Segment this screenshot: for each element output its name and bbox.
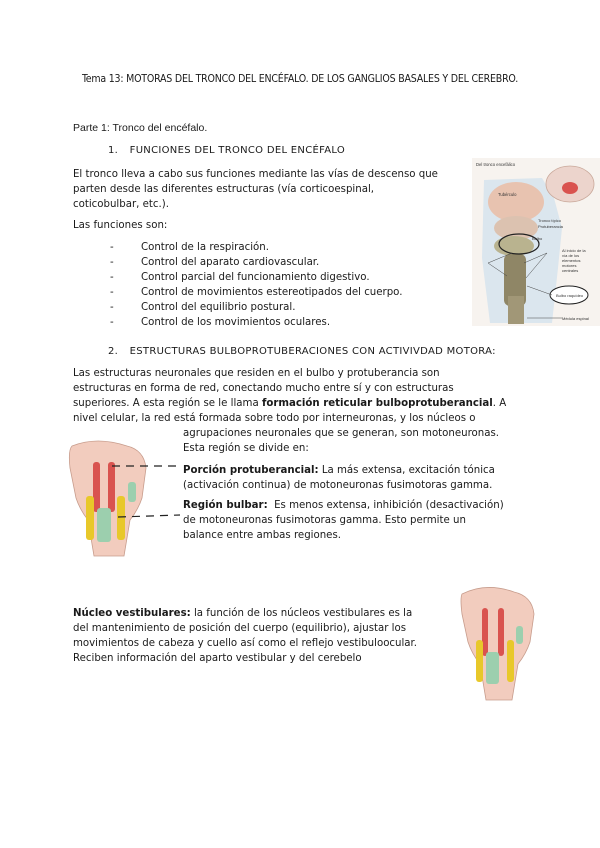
- list-item-text: Control de los movimientos oculares.: [141, 317, 331, 328]
- red-tract-right: [108, 462, 115, 512]
- red-tract-left: [93, 462, 100, 512]
- figure-label: vía de los: [562, 253, 580, 258]
- figure-label: Médula espinal: [562, 316, 589, 321]
- figure-label: Bulbo: [532, 236, 543, 241]
- spinal-cord-shape: [508, 296, 524, 324]
- bulbar-term: Región bulbar:: [183, 500, 268, 511]
- porcion-term: Porción protuberancial:: [183, 465, 319, 476]
- paragraph-line: estructuras en forma de red, conectando mucho entre sí y con estructuras: [73, 383, 454, 394]
- section3-paragraph: [73, 606, 417, 666]
- list-item-text: Control de movimientos estereotipados del cuerpo.: [141, 287, 403, 298]
- figure-label: motores: [562, 263, 577, 268]
- intro-line: El tronco lleva a cabo sus funciones mediante las vías de descenso que: [73, 169, 438, 180]
- figure-label: Bulbo raquídeo: [556, 293, 584, 298]
- paragraph-line: (activación continua) de motoneuronas fusimotoras gamma.: [183, 480, 493, 491]
- paragraph-text: Es menos extensa, inhibición (desactivación): [267, 500, 504, 511]
- functions-label: Las funciones son:: [73, 220, 168, 231]
- section2-number: 2.: [108, 346, 119, 357]
- list-item-text: Control de la respiración.: [141, 242, 269, 253]
- bullet-dash: -: [110, 242, 114, 253]
- vestibular-nuclei-term: Núcleo vestibulares:: [73, 608, 191, 619]
- green-tract-side: [516, 626, 523, 644]
- figure-label: Al inicio de la: [562, 248, 586, 253]
- paragraph-line: Esta región se divide en:: [183, 443, 309, 454]
- yellow-tract-left: [476, 640, 483, 682]
- brain-inset-highlight: [562, 182, 578, 194]
- list-item-text: Control parcial del funcionamiento digestivo.: [141, 272, 370, 283]
- section2-heading: [108, 346, 496, 357]
- paragraph-line: Reciben información del aparto vestibular y del cerebelo: [73, 653, 362, 664]
- document-title: Tema 13: MOTORAS DEL TRONCO DEL ENCÉFALO. DE LOS GANGLIOS BASALES Y DEL CEREBRO.: [81, 73, 519, 85]
- red-tract-right: [498, 608, 504, 656]
- section1-title: FUNCIONES DEL TRONCO DEL ENCÉFALO: [129, 145, 346, 156]
- bullet-dash: -: [110, 317, 114, 328]
- paragraph-line: [73, 606, 417, 621]
- paragraph-line: del mantenimiento de posición del cuerpo (equilibrio), ajustar los: [73, 623, 407, 634]
- paragraph-text: . A: [492, 398, 507, 409]
- brainstem-tracts-figure: [52, 438, 182, 560]
- green-tract: [97, 508, 111, 542]
- paragraph-line: [183, 498, 504, 513]
- porcion-protuberancial-block: [183, 463, 495, 493]
- list-item: [110, 285, 402, 300]
- yellow-tract-right: [507, 640, 514, 682]
- paragraph-line: movimientos de cabeza y cuello así como el reflejo vestibuloocular.: [73, 638, 418, 649]
- region-bulbar-block: [183, 498, 504, 543]
- list-item: [110, 300, 402, 315]
- paragraph-line: nivel celular, la red está formada sobre todo por interneuronas, y los núcleos o: [73, 413, 476, 424]
- section1-intro: [73, 167, 438, 212]
- figure-label: centrales: [562, 268, 579, 273]
- bullet-dash: -: [110, 257, 114, 268]
- paragraph-line: agrupaciones neuronales que se generan, son motoneuronas.: [183, 428, 500, 439]
- yellow-tract-right: [117, 496, 125, 540]
- figure-label: Tronco típico: [538, 218, 561, 223]
- green-tract-side: [128, 482, 136, 502]
- bullet-dash: -: [110, 302, 114, 313]
- list-item: [110, 255, 402, 270]
- reticular-formation-term: formación reticular bulboprotuberancial: [261, 398, 493, 409]
- paragraph-text: La más extensa, excitación tónica: [318, 465, 495, 476]
- section1-heading: [108, 145, 345, 156]
- paragraph-text: la función de los núcleos vestibulares es la: [190, 608, 413, 619]
- paragraph-line: [183, 463, 495, 478]
- section2-title: ESTRUCTURAS BULBOPROTUBERACIONES CON ACTIVIVDAD MOTORA:: [129, 346, 496, 357]
- vestibular-nuclei-figure: [450, 584, 550, 702]
- section2-continued: [183, 426, 499, 456]
- part-heading: Parte 1: Tronco del encéfalo.: [73, 122, 208, 134]
- bullet-dash: -: [110, 287, 114, 298]
- paragraph-line: [73, 396, 593, 411]
- figure-label: Protuberancia: [538, 224, 563, 229]
- list-item: [110, 240, 402, 255]
- bullet-dash: -: [110, 272, 114, 283]
- figure-label: elementos: [562, 258, 581, 263]
- functions-list: [110, 240, 402, 330]
- paragraph-line: Las estructuras neuronales que residen en el bulbo y protuberancia son: [73, 368, 440, 379]
- intro-line: coticobulbar, etc.).: [73, 199, 169, 210]
- green-tract: [486, 652, 499, 684]
- paragraph-line: de motoneuronas fusimotoras gamma. Esto permite un: [183, 515, 466, 526]
- section2-paragraph: [73, 366, 593, 426]
- paragraph-text: superiores. A esta región se le llama: [73, 398, 262, 409]
- paragraph-line: balance entre ambas regiones.: [183, 530, 341, 541]
- list-item-text: Control del aparato cardiovascular.: [141, 257, 320, 268]
- intro-line: parten desde las diferentes estructuras (vía corticoespinal,: [73, 184, 375, 195]
- list-item: [110, 315, 402, 330]
- figure-label: Tubérculo: [498, 192, 517, 197]
- yellow-tract-left: [86, 496, 94, 540]
- list-item: [110, 270, 402, 285]
- list-item-text: Control del equilibrio postural.: [141, 302, 296, 313]
- brainstem-anatomy-figure: [472, 158, 600, 326]
- figure-label: Del tronco encefálico: [476, 162, 516, 167]
- section1-number: 1.: [108, 145, 119, 156]
